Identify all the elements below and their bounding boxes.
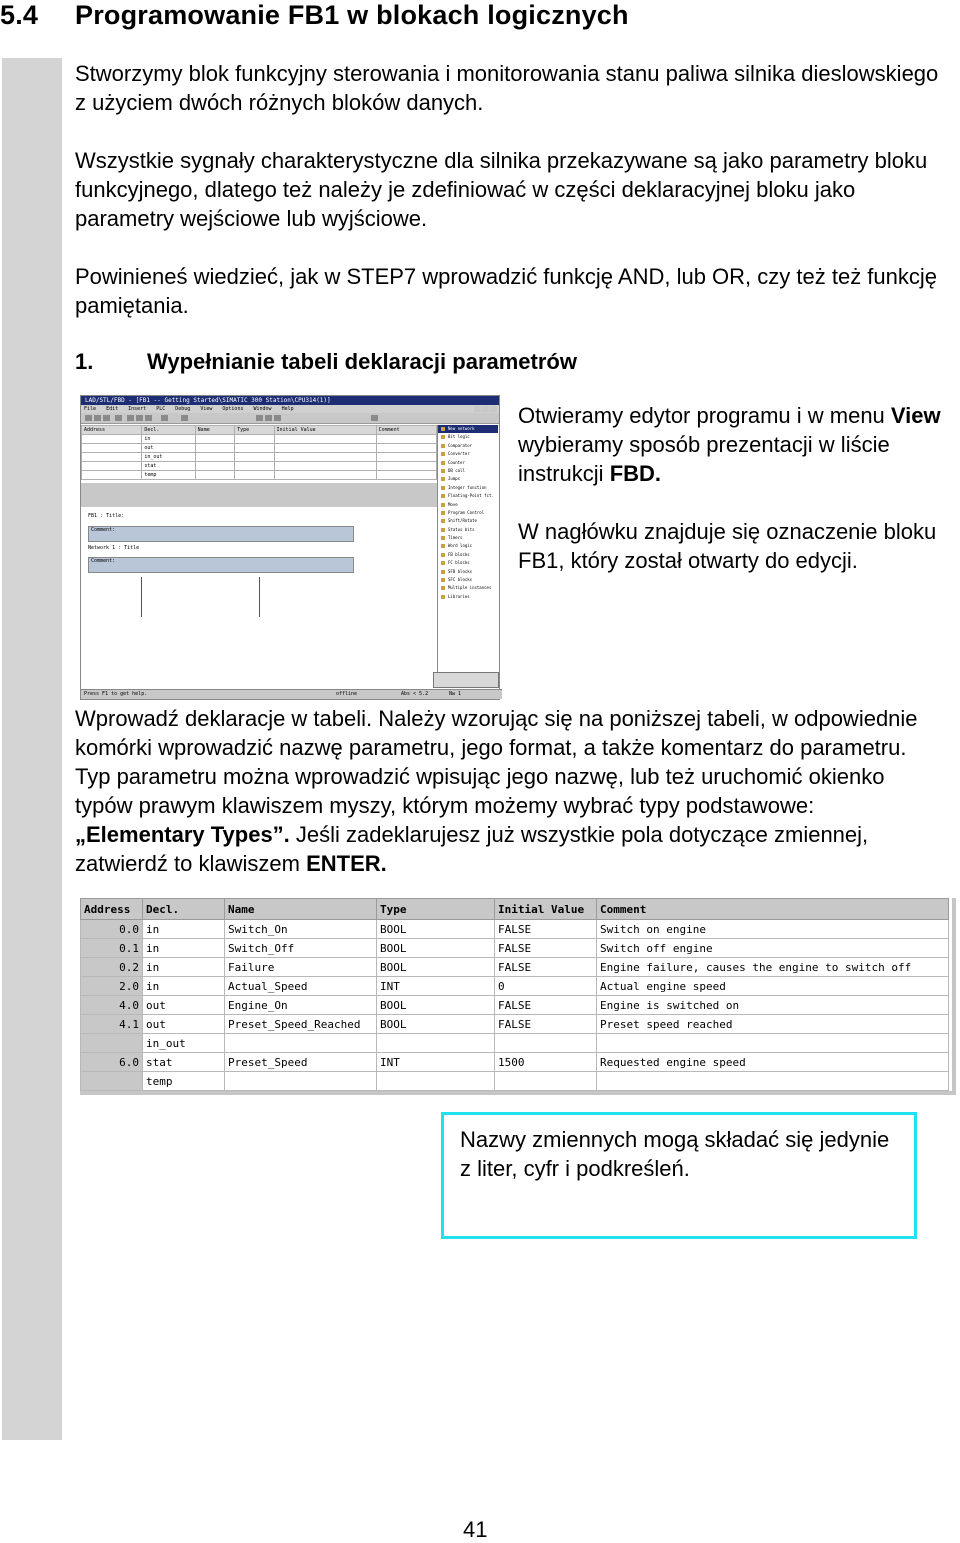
open-icon [94, 415, 101, 421]
decl-row: stat [142, 462, 195, 471]
tree-item: Counter [438, 459, 498, 467]
editor-menubar [81, 405, 499, 413]
header-address: Address [81, 899, 143, 920]
download-icon [161, 415, 168, 421]
tree-item: SFC blocks [438, 576, 498, 584]
menu-plc: PLC [156, 406, 166, 412]
menu-debug: Debug [175, 406, 191, 412]
decl-row: in_out [142, 453, 195, 462]
side-paragraph-1: Otwieramy edytor programu i w menu View wybieramy sposób prezentacji w liście instrukcji FBD. [518, 403, 941, 486]
tree-item: FB blocks [438, 551, 498, 559]
header-name: Name [225, 899, 377, 920]
section-number: 5.4 [0, 0, 39, 30]
save-icon [103, 415, 110, 421]
page-margin-bar [2, 58, 62, 1440]
table-row: 4.0 out Engine_On BOOL FALSE Engine is switched on [81, 996, 949, 1015]
decl-row: in [142, 435, 195, 444]
program-elements-tree [437, 425, 498, 675]
editor-titlebar: LAD/STL/FBD - [FB1 -- Getting Started\SIMATIC 300 Station\CPU314(1)] [81, 396, 499, 405]
close-icon [490, 406, 497, 412]
editor-toolbar [81, 413, 499, 424]
stl-icon [274, 415, 281, 421]
cut-icon [127, 415, 134, 421]
fbd-icon [265, 415, 272, 421]
menu-help: Help [281, 406, 294, 412]
tree-item: Program Control [438, 509, 498, 517]
header-comment: Comment [597, 899, 949, 920]
col-address: Address [82, 426, 142, 435]
header-type: Type [377, 899, 495, 920]
table-row: 4.1 out Preset_Speed_Reached BOOL FALSE Preset speed reached [81, 1015, 949, 1034]
declaration-table-figure [80, 898, 956, 1095]
table-row: in_out [81, 1034, 949, 1053]
monitor-icon [181, 415, 188, 421]
note-text: Nazwy zmiennych mogą składać się jedynie z liter, cyfr i podkreśleń. [460, 1127, 890, 1181]
network-area [81, 507, 437, 682]
block-comment: Comment: [88, 526, 354, 542]
rail-right [259, 577, 260, 617]
mini-view-window [433, 672, 499, 688]
decl-row: temp [142, 471, 195, 480]
network-comment: Comment: [88, 557, 354, 573]
intro-paragraph-2: Wszystkie sygnały charakterystyczne dla silnika przekazywane są jako parametry bloku funkcyjnego, dlatego też należy je zdefiniować w części deklaracyjnej bloku jako parametry wejściowe lub wyjściowe. [75, 148, 928, 231]
copy-icon [136, 415, 143, 421]
rail-left [141, 577, 142, 617]
editor-statusbar: Press F1 to get help. offline Abs < 5.2 Nw 1 [81, 689, 502, 699]
tree-item: SFB blocks [438, 568, 498, 576]
header-decl: Decl. [143, 899, 225, 920]
step-heading [75, 349, 577, 375]
col-type: Type [235, 426, 274, 435]
step-number: 1. [75, 349, 94, 374]
header-initial-value: Initial Value [495, 899, 597, 920]
note-box [441, 1112, 917, 1239]
tree-item: Shift/Rotate [438, 517, 498, 525]
intro-paragraph-1: Stworzymy blok funkcyjny sterowania i monitorowania stanu paliwa silnika dieslowskiego z użyciem dwóch różnych bloków danych. [75, 61, 939, 115]
tree-item: Converter [438, 450, 498, 458]
block-title: FB1 : Title: [88, 513, 125, 519]
editor-declaration-table [81, 425, 437, 483]
tree-item: Bit logic [438, 433, 498, 441]
table-row: 2.0 in Actual_Speed INT 0 Actual engine speed [81, 977, 949, 996]
tree-item: Status bits [438, 526, 498, 534]
print-icon [115, 415, 122, 421]
section-title: Programowanie FB1 w blokach logicznych [75, 0, 629, 30]
intro-paragraph-3: Powinieneś wiedzieć, jak w STEP7 wprowadzić funkcję AND, lub OR, czy też też funkcję pamiętania. [75, 264, 938, 318]
network-title: Network 1 : Title [88, 545, 140, 551]
tree-item: Multiple instances [438, 584, 498, 592]
editor-screenshot [80, 395, 500, 700]
minimize-icon [474, 406, 481, 412]
new-icon [85, 415, 92, 421]
col-name: Name [195, 426, 234, 435]
menu-view: View [200, 406, 213, 412]
menu-options: Options [222, 406, 244, 412]
tree-item: Move [438, 501, 498, 509]
table-row: 6.0 stat Preset_Speed INT 1500 Requested engine speed [81, 1053, 949, 1072]
col-decl: Decl. [142, 426, 195, 435]
menu-file: File [84, 406, 97, 412]
tree-item: FC blocks [438, 559, 498, 567]
tree-item: Libraries [438, 593, 498, 601]
col-initial: Initial Value [274, 426, 376, 435]
paste-icon [145, 415, 152, 421]
decl-row: out [142, 444, 195, 453]
page-number: 41 [463, 1517, 488, 1542]
section-heading [0, 0, 629, 31]
tree-item: Jumps [438, 475, 498, 483]
tree-item: DB call [438, 467, 498, 475]
lad-icon [256, 415, 263, 421]
tree-item: Comparator [438, 442, 498, 450]
tree-item: Integer function [438, 484, 498, 492]
tree-item: Timers [438, 534, 498, 542]
menu-edit: Edit [106, 406, 119, 412]
menu-window: Window [253, 406, 272, 412]
menu-insert: Insert [128, 406, 147, 412]
tree-item: New network [438, 425, 498, 433]
maximize-icon [482, 406, 489, 412]
help-icon [371, 415, 378, 421]
step-title: Wypełnianie tabeli deklaracji parametrów [147, 349, 577, 374]
table-row: 0.2 in Failure BOOL FALSE Engine failure, causes the engine to switch off [81, 958, 949, 977]
table-row: 0.0 in Switch_On BOOL FALSE Switch on engine [81, 920, 949, 939]
table-row: temp [81, 1072, 949, 1091]
side-paragraph-2: W nagłówku znajduje się oznaczenie bloku FB1, który został otwarty do edycji. [518, 519, 937, 573]
table-row: 0.1 in Switch_Off BOOL FALSE Switch off engine [81, 939, 949, 958]
tree-item: Word logic [438, 542, 498, 550]
tree-item: Floating-Point fct. [438, 492, 498, 500]
declaration-instructions: Wprowadź deklaracje w tabeli. Należy wzorując się na poniższej tabeli, w odpowiednie komórki wprowadzić nazwę parametru, jego format, a także komentarz do parametru. Typ parametru można wprowadzić wpisując jego nazwę, lub też uruchomić okienko typów prawym klawiszem myszy, którym możemy wybrać typy podstawowe: „Elementary Types”. Jeśli zadeklarujesz już wszystkie pola dotyczące zmiennej, zatwierdź to klawiszem ENTER. [75, 706, 918, 876]
declaration-table [80, 898, 949, 1091]
col-comment: Comment [376, 426, 436, 435]
pane-splitter [81, 483, 437, 507]
